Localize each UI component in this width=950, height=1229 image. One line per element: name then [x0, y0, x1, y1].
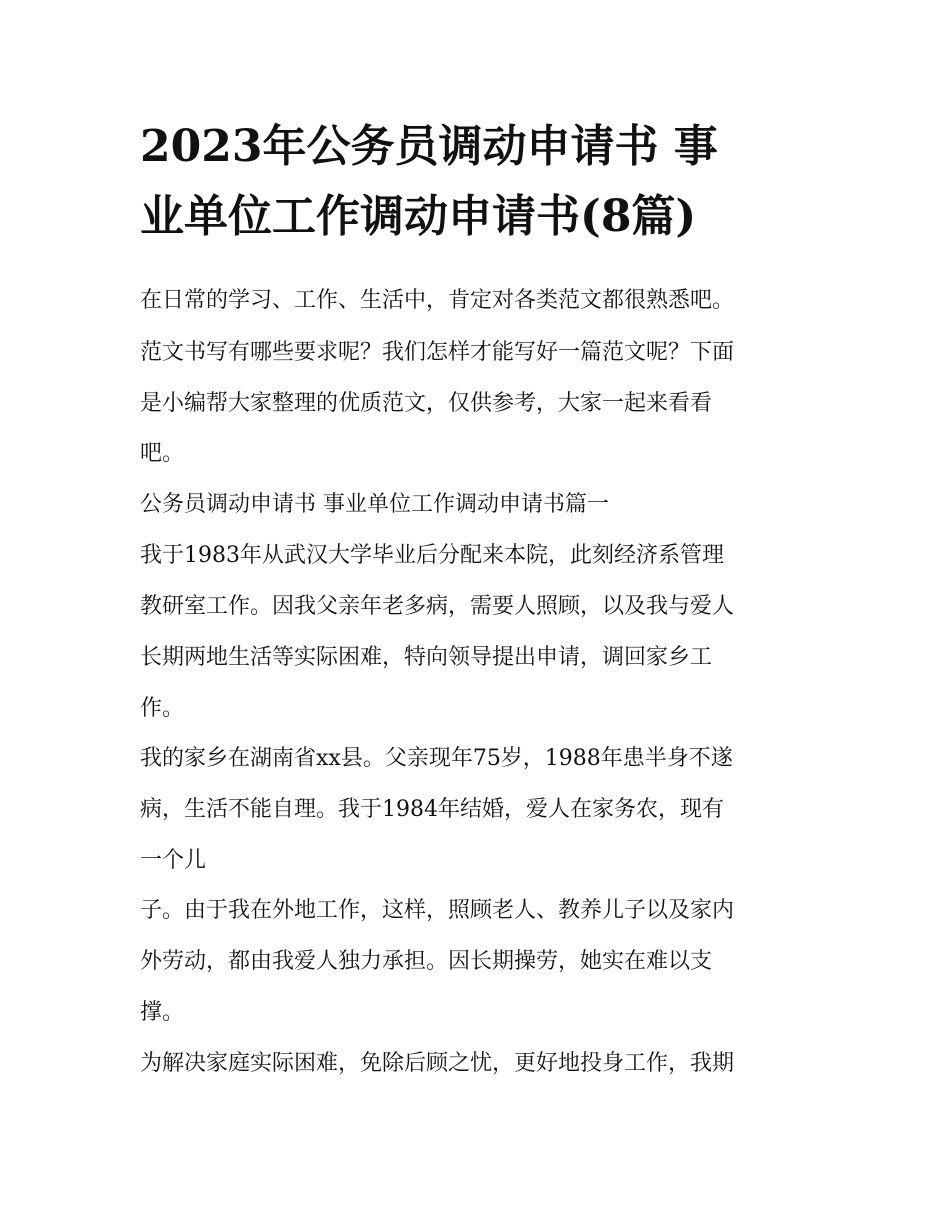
title-line-1: 2023年公务员调动申请书 事 [140, 121, 718, 172]
paragraph-line-8: 子。由于我在外地工作，这样，照顾老人、教养儿子以及家内 [140, 898, 735, 923]
paragraph-line-5: 我的家乡在湖南省xx县。父亲现年75岁，1988年患半身不遂 [140, 746, 733, 771]
title-line-2: 业单位工作调动申请书(8篇) [140, 191, 697, 242]
intro-line-3: 是小编帮大家整理的优质范文，仅供参考，大家一起来看看 [140, 391, 713, 416]
paragraph-line-6: 病，生活不能自理。我于1984年结婚，爱人在家务农，现有 [140, 797, 724, 822]
paragraph-line-7: 一个儿 [140, 848, 207, 873]
paragraph-line-9: 外劳动，都由我爱人独力承担。因长期操劳，她实在难以支 [140, 949, 713, 974]
intro-line-1: 在日常的学习、工作、生活中，肯定对各类范文都很熟悉吧。 [140, 288, 735, 313]
document-title [140, 112, 840, 252]
paragraph-line-4: 作。 [140, 696, 185, 721]
paragraph-line-10: 撑。 [140, 1000, 185, 1025]
intro-line-2: 范文书写有哪些要求呢？我们怎样才能写好一篇范文呢？下面 [140, 340, 735, 365]
section-heading: 公务员调动申请书 事业单位工作调动申请书篇一 [140, 492, 609, 517]
paragraph-line-1: 我于1983年从武汉大学毕业后分配来本院，此刻经济系管理 [140, 543, 724, 568]
intro-line-4: 吧。 [140, 441, 185, 466]
paragraph-line-3: 长期两地生活等实际困难，特向领导提出申请，调回家乡工 [140, 645, 713, 670]
paragraph-line-2: 教研室工作。因我父亲年老多病，需要人照顾，以及我与爱人 [140, 594, 735, 619]
paragraph-line-11: 为解决家庭实际困难，免除后顾之忧，更好地投身工作，我期 [140, 1051, 735, 1076]
